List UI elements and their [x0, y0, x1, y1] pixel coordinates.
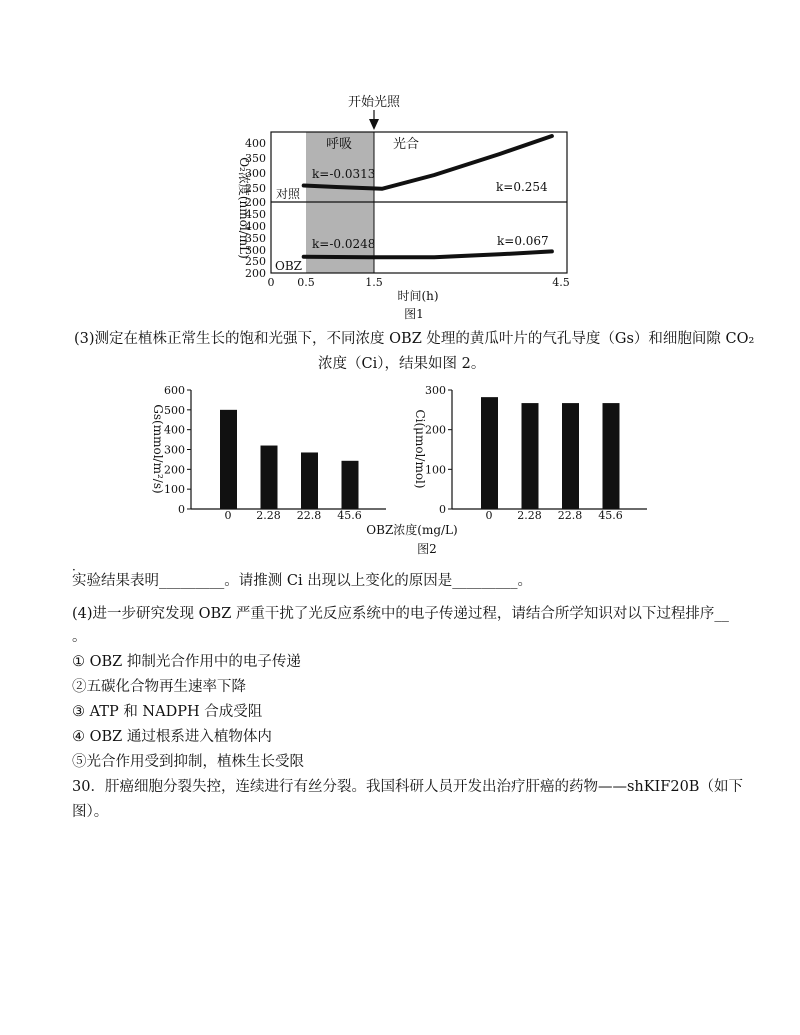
y-tick: 250 [245, 255, 266, 268]
gs-x-tick-label: 45.6 [337, 509, 362, 522]
ci-y-tick-label: 0 [439, 503, 446, 516]
y-tick: 200 [245, 267, 266, 280]
ci-bar [562, 403, 579, 509]
ci-x-tick-label: 2.28 [517, 509, 542, 522]
k-obz-light: k=0.067 [497, 234, 549, 248]
y-tick: 400 [245, 137, 266, 150]
ci-y-tick-label: 300 [425, 384, 446, 397]
ci-bar [603, 403, 620, 509]
gs-y-tick-label: 600 [164, 384, 185, 397]
k-control-light: k=0.254 [496, 180, 548, 194]
y-tick: 300 [245, 244, 266, 257]
ci-bar [522, 403, 539, 509]
option-5: ⑤光合作用受到抑制，植株生长受限 [72, 754, 304, 770]
gs-x-tick-label: 0 [224, 509, 232, 522]
emphasis-dot: · [72, 563, 76, 577]
ci-y-tick-label: 100 [425, 463, 446, 477]
figure2-x-axis-label: OBZ浓度(mg/L) [366, 523, 458, 537]
gs-y-axis-label: Gs(mmol/m²/s) [151, 404, 165, 494]
y-tick: 350 [245, 152, 266, 165]
gs-y-tick-label: 0 [178, 503, 185, 516]
x-tick: 1.5 [365, 276, 383, 289]
gs-bar [301, 452, 318, 509]
gs-bar-chart [151, 384, 386, 522]
question-3-line2: 浓度（Ci），结果如图 2。 [318, 356, 486, 372]
light-start-arrowhead [369, 119, 379, 130]
question-3-answer-line [72, 563, 532, 592]
gs-x-tick-label: 2.28 [256, 509, 281, 522]
figure1-x-axis-label: 时间(h) [397, 289, 439, 303]
ci-x-tick-label: 0 [485, 509, 493, 522]
gs-bar [220, 410, 237, 509]
gs-bar [261, 446, 278, 509]
ci-y-tick-label: 200 [425, 423, 446, 437]
light-start-annotation: 开始光照 [347, 95, 401, 110]
figure2 [0, 380, 800, 560]
k-obz-dark: k=-0.0248 [312, 237, 376, 251]
figure2-caption: 图2 [417, 542, 437, 556]
question-3-answer-text: 实验结果表明_________。请推测 Ci 出现以上变化的原因是_________。 [72, 573, 532, 589]
gs-y-tick-label: 400 [164, 423, 185, 437]
question-4-line2: 。 [72, 629, 87, 645]
k-control-dark: k=-0.0313 [312, 167, 376, 181]
figure1-y-axis-label: O₂浓度(nmol/mL) [237, 157, 251, 259]
ci-x-tick-label: 45.6 [598, 509, 623, 522]
figure1 [0, 0, 800, 330]
panel-label-obz: OBZ [275, 259, 302, 273]
gs-x-tick-label: 22.8 [296, 509, 322, 522]
question-4-line1: (4)进一步研究发现 OBZ 严重干扰了光反应系统中的电子传递过程，请结合所学知识对以下过程排序__ [72, 606, 729, 622]
ci-x-tick-label: 22.8 [557, 509, 583, 522]
ci-bar-chart [413, 384, 647, 522]
y-tick: 300 [245, 167, 266, 180]
x-tick: 0 [267, 276, 275, 289]
ci-bar [481, 397, 498, 509]
question-30-line1: 30．肝癌细胞分裂失控，连续进行有丝分裂。我国科研人员开发出治疗肝癌的药物——shKIF20B（如下 [72, 779, 743, 795]
option-3: ③ ATP 和 NADPH 合成受阻 [72, 704, 263, 720]
gs-y-tick-label: 200 [164, 463, 185, 477]
region-label-respiration: 呼吸 [326, 137, 353, 152]
figure1-x-ticks [268, 276, 570, 289]
gs-y-tick-label: 100 [164, 483, 185, 497]
gs-y-tick-label: 500 [164, 403, 185, 417]
y-tick: 350 [245, 232, 266, 245]
option-4: ④ OBZ 通过根系进入植物体内 [72, 729, 272, 745]
region-label-photosynthesis: 光合 [393, 137, 420, 152]
option-2: ②五碳化合物再生速率下降 [72, 679, 246, 695]
panel-label-control: 对照 [276, 187, 301, 201]
x-tick: 4.5 [552, 276, 570, 289]
question-30-line2: 图）。 [72, 804, 109, 820]
y-tick: 400 [245, 220, 266, 233]
y-tick: 250 [245, 182, 266, 195]
gs-bar [342, 461, 359, 509]
x-tick: 0.5 [297, 276, 315, 289]
option-1: ① OBZ 抑制光合作用中的电子传递 [72, 654, 301, 670]
gs-y-tick-label: 300 [164, 443, 185, 457]
y-tick: 450 [245, 208, 266, 221]
ci-y-axis-label: Ci(μmol/mol) [413, 409, 427, 489]
question-3-line1: (3)测定在植株正常生长的饱和光强下，不同浓度 OBZ 处理的黄瓜叶片的气孔导度（Gs）和细胞间隙 CO₂ [74, 331, 755, 347]
y-tick: 200 [245, 196, 266, 209]
figure1-caption: 图1 [404, 307, 424, 321]
